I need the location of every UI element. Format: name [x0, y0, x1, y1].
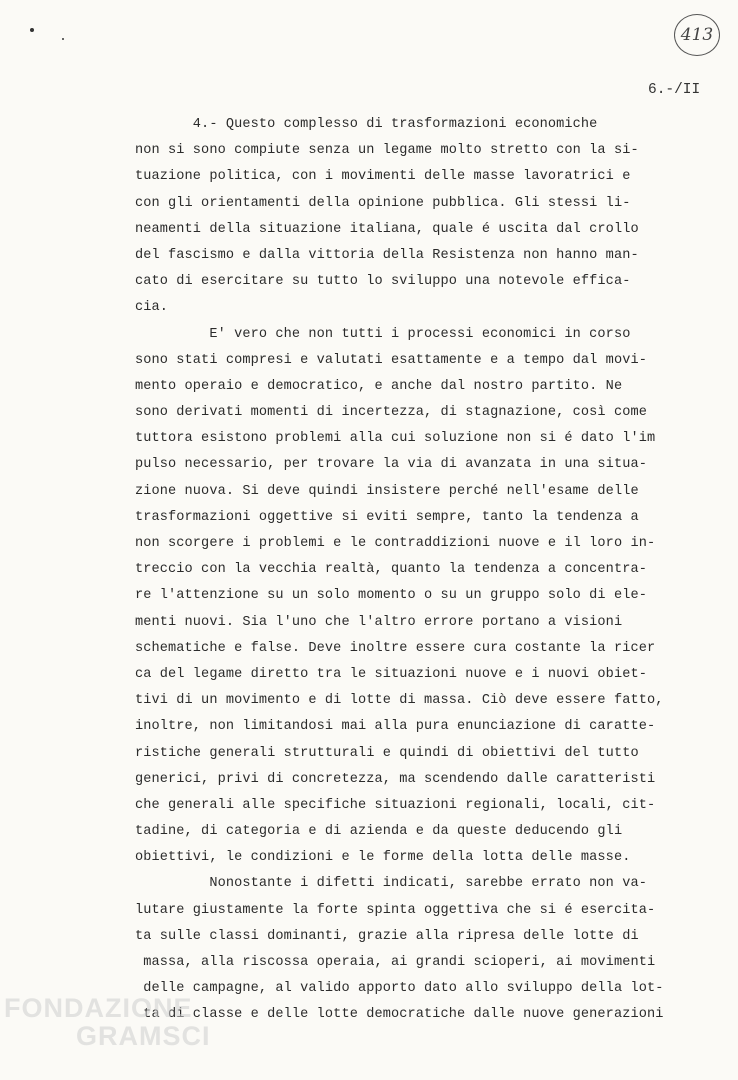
text-line: con gli orientamenti della opinione pubblica. Gli stessi li-	[135, 195, 631, 211]
text-line: del fascismo e dalla vittoria della Resistenza non hanno man-	[135, 247, 639, 263]
text-line: neamenti della situazione italiana, quale é uscita dal crollo	[135, 221, 639, 237]
text-line: che generali alle specifiche situazioni regionali, locali, cit-	[135, 797, 656, 813]
text-line: zione nuova. Si deve quindi insistere perché nell'esame delle	[135, 483, 639, 499]
text-line: E' vero che non tutti i processi economici in corso	[135, 326, 631, 342]
text-line: cato di esercitare su tutto lo sviluppo una notevole effica-	[135, 274, 631, 290]
text-line: pulso necessario, per trovare la via di avanzata in una situa-	[135, 457, 647, 473]
text-line: ta di classe e delle lotte democratiche dalle nuove generazioni	[135, 1007, 664, 1023]
text-line: sono stati compresi e valutati esattamente e a tempo dal movi-	[135, 352, 647, 368]
watermark-line-2: GRAMSCI	[76, 1021, 211, 1051]
watermark-line-1: FONDAZIONE	[4, 993, 193, 1023]
text-line: cia.	[135, 300, 169, 316]
text-line: non scorgere i problemi e le contraddizioni nuove e il loro in-	[135, 536, 656, 551]
text-line: schematiche e false. Deve inoltre essere cura costante la ricer	[135, 640, 656, 656]
text-line: mento operaio e democratico, e anche dal nostro partito. Ne	[135, 378, 623, 394]
text-line: treccio con la vecchia realtà, quanto la tendenza a concentra-	[135, 562, 647, 578]
text-line: inoltre, non limitandosi mai alla pura enunciazione di caratte-	[135, 719, 656, 735]
text-line: delle campagne, al valido apporto dato allo sviluppo della lot-	[135, 981, 664, 997]
text-line: trasformazioni oggettive si eviti sempre, tanto la tendenza a	[135, 509, 639, 525]
text-line: ta sulle classi dominanti, grazie alla ripresa delle lotte di	[135, 928, 639, 944]
ink-speck	[62, 38, 64, 40]
text-line: sono derivati momenti di incertezza, di stagnazione, così come	[135, 405, 647, 421]
text-line: re l'attenzione su un solo momento o su un gruppo solo di ele-	[135, 588, 647, 604]
archive-stamp-number: 413	[680, 25, 714, 45]
text-line: tadine, di categoria e di azienda e da queste deducendo gli	[135, 824, 623, 840]
document-body	[135, 112, 710, 1029]
text-line: ristiche generali strutturali e quindi di obiettivi del tutto	[135, 745, 639, 761]
archive-stamp	[674, 14, 720, 56]
text-line: massa, alla riscossa operaia, ai grandi scioperi, ai movimenti	[135, 955, 656, 970]
text-line: obiettivi, le condizioni e le forme della lotta delle masse.	[135, 850, 631, 866]
text-line: tuazione politica, con i movimenti delle masse lavoratrici e	[135, 169, 631, 185]
text-line: Nonostante i difetti indicati, sarebbe errato non va-	[135, 876, 647, 892]
text-line: tivi di un movimento e di lotte di massa. Ciò deve essere fatto,	[135, 693, 664, 709]
text-line: generici, privi di concretezza, ma scendendo dalle caratteristi	[135, 771, 656, 787]
page-number: 6.-/II	[648, 82, 701, 98]
text-line: ca del legame diretto tra le situazioni nuove e i nuovi obiet-	[135, 666, 647, 682]
text-line: menti nuovi. Sia l'uno che l'altro errore portano a visioni	[135, 614, 623, 630]
text-line: tuttora esistono problemi alla cui soluzione non si é dato l'im	[135, 431, 656, 447]
text-line: 4.- Questo complesso di trasformazioni economiche	[135, 117, 598, 132]
text-line: non si sono compiute senza un legame molto stretto con la si-	[135, 143, 639, 159]
ink-dot	[30, 28, 34, 32]
text-line: lutare giustamente la forte spinta oggettiva che si é esercita-	[135, 902, 656, 918]
